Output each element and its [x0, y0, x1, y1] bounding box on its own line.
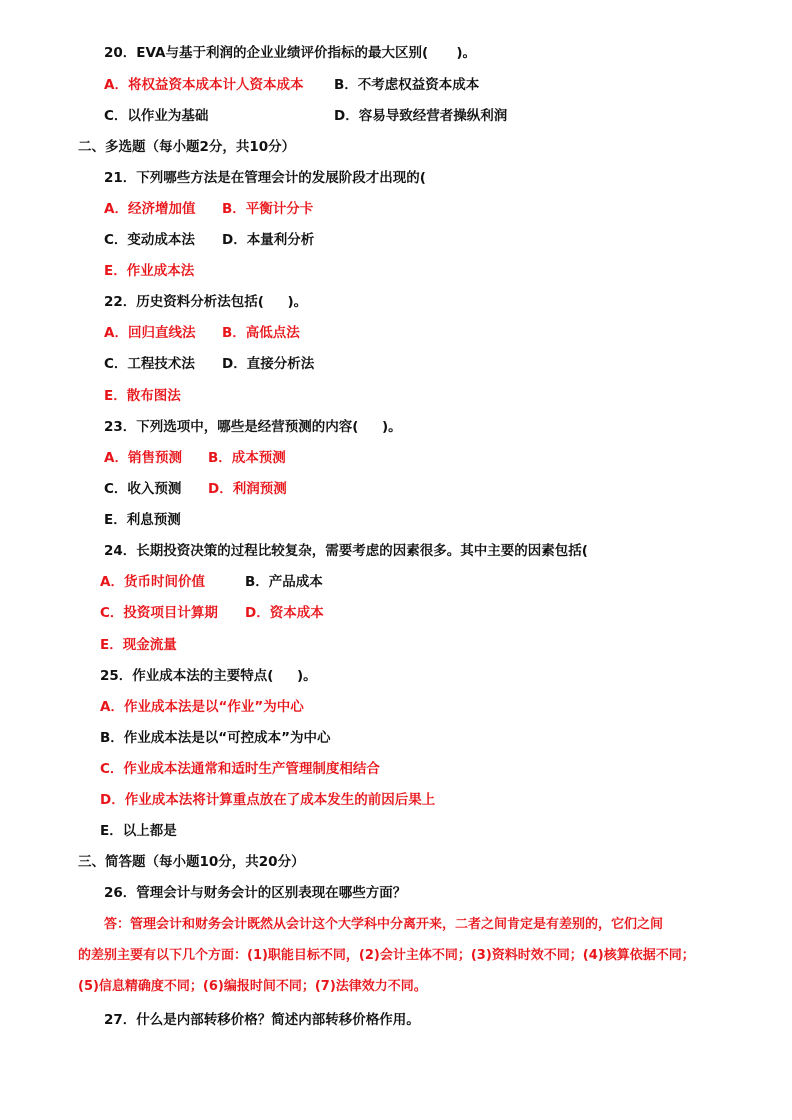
option-22-c: C．工程技术法 [104, 356, 195, 372]
option-22-b: B．高低点法 [222, 325, 300, 341]
option-20-a: A．将权益资本成本计人资本成本 [104, 77, 304, 93]
option-21-e: E．作业成本法 [104, 263, 195, 279]
option-24-c: C．投资项目计算期 [100, 605, 218, 621]
question-24: 24．长期投资决策的过程比较复杂，需要考虑的因素很多。其中主要的因素包括( [104, 543, 588, 559]
option-25-d: D．作业成本法将计算重点放在了成本发生的前因后果上 [100, 792, 436, 808]
option-24-b: B．产品成本 [245, 574, 323, 590]
question-20: 20．EVA与基于利润的企业业绩评价指标的最大区别( )。 [104, 45, 477, 61]
option-23-a: A．销售预测 [104, 450, 182, 466]
option-25-e: E．以上都是 [100, 823, 177, 839]
option-24-a: A．货币时间价值 [100, 574, 205, 590]
option-23-c: C．收入预测 [104, 481, 182, 497]
option-22-a: A．回归直线法 [104, 325, 196, 341]
question-23: 23．下列选项中，哪些是经营预测的内容( )。 [104, 419, 402, 435]
question-25: 25．作业成本法的主要特点( )。 [100, 668, 317, 684]
option-23-b: B．成本预测 [208, 450, 286, 466]
question-21: 21．下列哪些方法是在管理会计的发展阶段才出现的( [104, 170, 426, 186]
option-21-b: B．平衡计分卡 [222, 201, 314, 217]
answer-26-line-3: (5)信息精确度不同；(6)编报时间不同；(7)法律效力不同。 [78, 979, 427, 994]
option-21-c: C．变动成本法 [104, 232, 195, 248]
section-heading-short-answer: 三、简答题（每小题10分，共20分） [78, 854, 305, 870]
answer-26-line-1: 答：管理会计和财务会计既然从会计这个大学科中分离开来，二者之间肯定是有差别的，它们之间 [104, 917, 664, 932]
answer-26-line-2: 的差别主要有以下几个方面：(1)职能目标不同，(2)会计主体不同；(3)资料时效不同；(4)核算依据不同； [78, 948, 695, 963]
option-22-e: E．散布图法 [104, 388, 181, 404]
option-21-d: D．本量利分析 [222, 232, 315, 248]
option-21-a: A．经济增加值 [104, 201, 196, 217]
option-25-a: A．作业成本法是以“作业”为中心 [100, 699, 304, 715]
option-24-d: D．资本成本 [245, 605, 324, 621]
option-24-e: E．现金流量 [100, 637, 177, 653]
option-25-b: B．作业成本法是以“可控成本”为中心 [100, 730, 331, 746]
option-23-d: D．利润预测 [208, 481, 287, 497]
section-heading-multiple-choice: 二、多选题（每小题2分，共10分） [78, 139, 296, 155]
question-27: 27．什么是内部转移价格？简述内部转移价格作用。 [104, 1012, 420, 1028]
option-22-d: D．直接分析法 [222, 356, 315, 372]
option-25-c: C．作业成本法通常和适时生产管理制度相结合 [100, 761, 380, 777]
option-23-e: E．利息预测 [104, 512, 181, 528]
option-20-d: D．容易导致经营者操纵利润 [334, 108, 508, 124]
option-20-b: B．不考虑权益资本成本 [334, 77, 480, 93]
option-20-c: C．以作业为基础 [104, 108, 209, 124]
question-22: 22．历史资料分析法包括( )。 [104, 294, 308, 310]
question-26: 26．管理会计与财务会计的区别表现在哪些方面？ [104, 885, 407, 901]
